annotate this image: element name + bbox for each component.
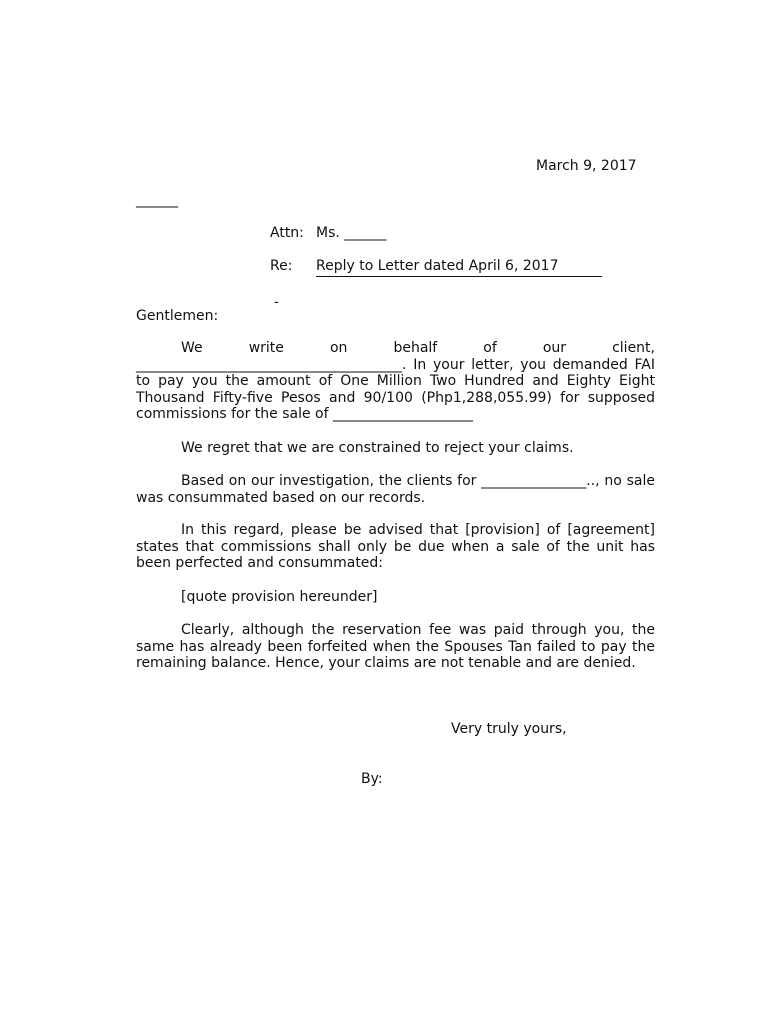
closing: Very truly yours, <box>451 721 567 737</box>
salutation: Gentlemen: <box>136 308 219 324</box>
recipient-blank: ______ <box>136 192 178 208</box>
letter-date: March 9, 2017 <box>536 158 637 174</box>
by-label: By: <box>361 771 383 787</box>
body-paragraph-2: We regret that we are constrained to reject your claims. <box>181 440 574 456</box>
re-subject-line <box>316 258 602 277</box>
body-paragraph-4: In this regard, please be advised that [provision] of [agreement] states that commissions shall only be due when a sale of the unit has been perfected and consummated: <box>136 522 655 572</box>
body-paragraph-5: [quote provision hereunder] <box>181 589 378 605</box>
re-label: Re: <box>270 258 293 274</box>
dash-mark: - <box>274 295 279 310</box>
attn-label: Attn: <box>270 225 304 241</box>
re-subject: Reply to Letter dated April 6, 2017 <box>316 258 602 277</box>
body-paragraph-1: We write on behalf of our client, ______________________________________. In your letter, you demanded FAI to pay you the amount of One Million Two Hundred and Eighty Eight Thousand Fifty-five Pesos and 90/100 (Php1,288,055.99) for supposed commissions for the sale of ____________________ <box>136 340 655 423</box>
body-paragraph-3: Based on our investigation, the clients for _______________.., no sale was consummated based on our records. <box>136 473 655 506</box>
attn-value: Ms. ______ <box>316 225 387 241</box>
body-paragraph-6: Clearly, although the reservation fee was paid through you, the same has already been forfeited when the Spouses Tan failed to pay the remaining balance. Hence, your claims are not tenable and are denied. <box>136 622 655 672</box>
